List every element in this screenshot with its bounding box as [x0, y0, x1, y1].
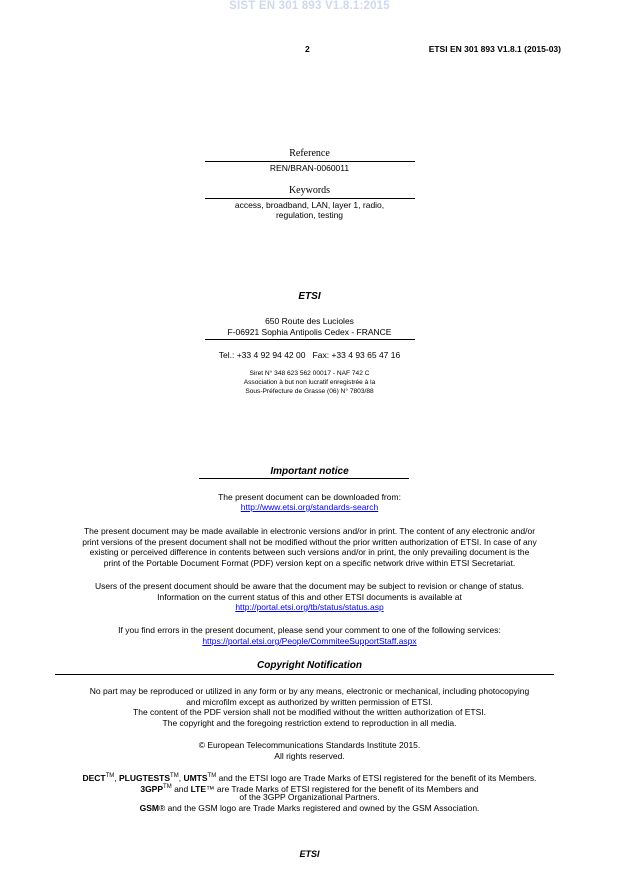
- notice-p3-line-1: If you find errors in the present document, please send your comment to one of the following services:: [118, 625, 501, 635]
- tm-sym-3: TM: [207, 773, 217, 779]
- notice-p2-line-2: Information on the current status of this and other ETSI documents is available at: [157, 591, 462, 602]
- tm-line-1-rest: and the ETSI logo are Trade Marks of ETSI registered for the benefit of its Members.: [216, 772, 537, 783]
- tm-gsm: GSM: [139, 803, 159, 813]
- copyright-line-2: and microfilm except as authorized by written permission of ETSI.: [186, 696, 433, 707]
- copyright-line-1: No part may be reproduced or utilized in any form or by any means, electronic or mechanical, including photocopying: [89, 686, 530, 696]
- address-line-2: F-06921 Sophia Antipolis Cedex - FRANCE: [227, 327, 392, 337]
- trademark-line-3: of the 3GPP Organizational Partners.: [239, 792, 380, 802]
- copyright-line-3: The content of the PDF version shall not be modified without the written authorization of ETSI.: [133, 707, 486, 717]
- keywords-rule: [205, 198, 415, 199]
- notice-p1-line-2: print versions of the present document shall not be modified without the prior written authorization of ETSI. In case of any: [82, 536, 537, 547]
- tm-plugtests: PLUGTESTS: [119, 772, 171, 783]
- tm-and: and: [171, 783, 191, 794]
- download-link[interactable]: http://www.etsi.org/standards-search: [240, 502, 379, 512]
- page-number: 2: [305, 44, 310, 54]
- tm-dect: DECT: [82, 772, 106, 783]
- copyright-line-4: The copyright and the foregoing restriction extend to reproduction in all media.: [162, 717, 457, 728]
- notice-p1-line-4: print of the Portable Document Format (PDF) version kept on a specific network drive within ETSI Secretariat.: [103, 557, 516, 568]
- watermark: SIST EN 301 893 V1.8.1:2015: [229, 0, 390, 12]
- status-link[interactable]: http://portal.etsi.org/tb/status/status.asp: [235, 602, 384, 612]
- address-rule: [205, 339, 415, 340]
- tm-line-4-rest: ® and the GSM logo are Trade Marks registered and owned by the GSM Association.: [158, 803, 480, 813]
- tm-sym-4: TM: [163, 783, 172, 790]
- etsi-name: ETSI: [298, 291, 321, 302]
- address-line-1: 650 Route des Lucioles: [265, 316, 354, 326]
- download-text: The present document can be downloaded from:: [218, 492, 401, 502]
- document-id: ETSI EN 301 893 V1.8.1 (2015-03): [428, 44, 561, 54]
- tm-umts: UMTS: [183, 772, 208, 783]
- copyright-title: Copyright Notification: [257, 660, 362, 671]
- reference-value: REN/BRAN-0060011: [269, 163, 350, 173]
- copyright-line-5: © European Telecommunications Standards Institute 2015.: [198, 740, 421, 750]
- tm-lte: LTE: [190, 783, 207, 794]
- reference-rule: [205, 161, 415, 162]
- keywords-line-2: regulation, testing: [275, 210, 344, 220]
- keywords-line-1: access, broadband, LAN, layer 1, radio,: [234, 200, 385, 210]
- copyright-line-6: All rights reserved.: [274, 750, 345, 761]
- support-link[interactable]: https://portal.etsi.org/People/CommiteeSupportStaff.aspx: [202, 636, 417, 646]
- notice-p2-line-1: Users of the present document should be aware that the document may be subject to revision or change of status.: [94, 581, 525, 591]
- keywords-label: Keywords: [288, 185, 331, 196]
- copyright-rule: [55, 674, 554, 675]
- tm-line-2-rest: ™ are Trade Marks of ETSI registered for the benefit of its Members and: [206, 783, 479, 794]
- important-notice-title: Important notice: [270, 466, 349, 477]
- tel-fax: Tel.: +33 4 92 94 42 00 Fax: +33 4 93 65 47 16: [218, 350, 401, 360]
- trademark-line-1: DECT™, PLUGTESTS™, UMTS™ and the ETSI logo are Trade Marks of ETSI registered for the benefit of its Members.: [82, 772, 537, 783]
- siret-line-2: Association à but non lucratif enregistrée à la: [243, 379, 376, 386]
- notice-p1-line-1: The present document may be made available in electronic versions and/or in print. The content of any electronic and/or: [83, 526, 536, 536]
- reference-label: Reference: [289, 148, 330, 159]
- trademark-line-4: [0, 803, 619, 814]
- siret-line-3: Sous-Préfecture de Grasse (06) N° 7803/88: [245, 388, 374, 395]
- tm-sym-2: TM: [170, 773, 179, 779]
- footer-etsi: ETSI: [299, 849, 320, 859]
- siret-line-1: Siret N° 348 623 562 00017 - NAF 742 C: [249, 370, 370, 377]
- tm-sym-1: TM: [105, 773, 115, 779]
- notice-rule: [199, 478, 409, 479]
- notice-p1-line-3: existing or perceived difference in contents between such versions and/or in print, the only prevailing document is the: [89, 547, 530, 557]
- tm-3gpp: 3GPP: [140, 783, 164, 794]
